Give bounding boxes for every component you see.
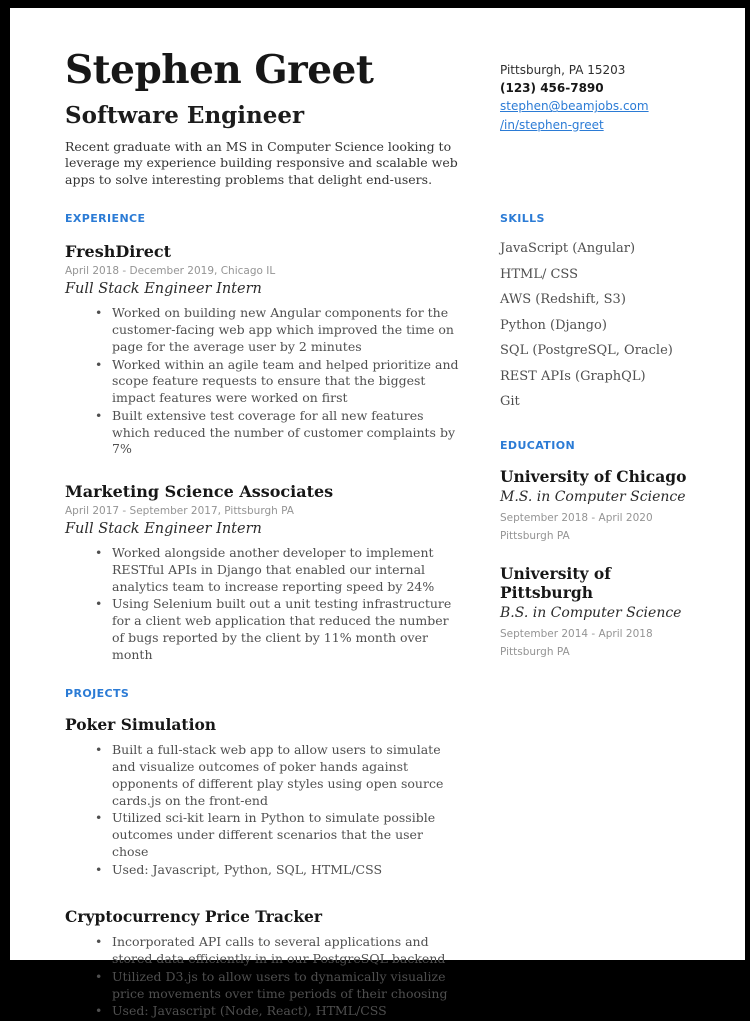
bullet-item: • Incorporated API calls to several applications and stored data efficiently in in our PostgreSQL backend xyxy=(95,934,460,968)
summary-text: Recent graduate with an MS in Computer Science looking to leverage my experience building responsive and scalable web apps to solve interesting problems that delight end-users. xyxy=(65,138,458,187)
experience-entry xyxy=(65,242,460,458)
bullet-item: • Used: Javascript (Node, React), HTML/CSS xyxy=(95,1003,460,1020)
job-dates: April 2018 - December 2019, Chicago IL xyxy=(65,265,276,278)
left-column xyxy=(65,188,460,1021)
section-heading-projects: PROJECTS xyxy=(65,687,130,701)
education-entry xyxy=(500,467,690,542)
linkedin-link[interactable]: /in/stephen-greet xyxy=(500,117,604,132)
degree: M.S. in Computer Science xyxy=(500,489,686,506)
content-columns xyxy=(10,188,745,1021)
bullet-item: • Built extensive test coverage for all new features which reduced the number of customer complaints by 7% xyxy=(95,408,460,458)
right-column xyxy=(500,188,690,1021)
bullet-item: • Using Selenium built out a unit testing infrastructure for a client web application that reduced the number of bugs reported by the client by 11% month over month xyxy=(95,596,460,663)
bullet-item: • Worked within an agile team and helped prioritize and scope feature requests to ensure that the biggest impact features were worked on first xyxy=(95,357,460,407)
skill-item: SQL (PostgreSQL, Oracle) xyxy=(500,343,673,359)
school-location: Pittsburgh PA xyxy=(500,646,570,659)
school-location: Pittsburgh PA xyxy=(500,530,570,543)
email-link[interactable]: stephen@beamjobs.com xyxy=(500,99,649,114)
skill-item: REST APIs (GraphQL) xyxy=(500,368,646,384)
project-entry xyxy=(65,907,460,1020)
contact-block xyxy=(500,62,690,188)
bullet-item: • Utilized sci-kit learn in Python to simulate possible outcomes under different scenarios that the user chose xyxy=(95,810,460,860)
skill-item: Git xyxy=(500,394,520,410)
company-name: Marketing Science Associates xyxy=(65,482,334,502)
school-dates: September 2018 - April 2020 xyxy=(500,512,653,525)
header xyxy=(10,48,745,188)
bullet-item: • Utilized D3.js to allow users to dynamically visualize price movements over time periods of their choosing xyxy=(95,969,460,1003)
header-left xyxy=(65,48,460,188)
school-name: University of Chicago xyxy=(500,467,687,487)
contact-location: Pittsburgh, PA 15203 xyxy=(500,63,626,77)
job-dates: April 2017 - September 2017, Pittsburgh PA xyxy=(65,505,294,518)
skill-item: JavaScript (Angular) xyxy=(500,241,636,257)
school-dates: September 2014 - April 2018 xyxy=(500,628,653,641)
project-name: Cryptocurrency Price Tracker xyxy=(65,907,323,927)
job-bullet-list xyxy=(65,545,460,663)
experience-entry xyxy=(65,482,460,663)
degree: B.S. in Computer Science xyxy=(500,605,682,622)
bullet-item: • Worked alongside another developer to implement RESTful APIs in Django that enabled our internal analytics team to increase reporting speed by 24% xyxy=(95,545,460,595)
bullet-item: • Used: Javascript, Python, SQL, HTML/CSS xyxy=(95,862,460,879)
skill-item: Python (Django) xyxy=(500,317,607,333)
job-title: Software Engineer xyxy=(65,101,305,129)
section-heading-experience: EXPERIENCE xyxy=(65,212,146,226)
contact-phone: (123) 456-7890 xyxy=(500,81,604,96)
education-entry xyxy=(500,564,690,658)
resume-page xyxy=(10,8,745,1019)
project-entry xyxy=(65,715,460,878)
skill-item: AWS (Redshift, S3) xyxy=(500,292,626,308)
page-title: Stephen Greet xyxy=(65,47,374,93)
project-bullet-list xyxy=(65,742,460,878)
skill-item: HTML/ CSS xyxy=(500,266,578,282)
section-heading-skills: SKILLS xyxy=(500,212,545,226)
company-name: FreshDirect xyxy=(65,242,172,262)
job-role: Full Stack Engineer Intern xyxy=(65,281,262,298)
job-role: Full Stack Engineer Intern xyxy=(65,521,262,538)
bullet-item: • Built a full-stack web app to allow users to simulate and visualize outcomes of poker hands against opponents of different play styles using open source cards.js on the front-end xyxy=(95,742,460,809)
project-bullet-list xyxy=(65,934,460,1020)
bullet-item: • Worked on building new Angular components for the customer-facing web app which improved the time on page for the average user by 2 minutes xyxy=(95,305,460,355)
section-heading-education: EDUCATION xyxy=(500,439,576,453)
skills-list xyxy=(500,241,690,409)
job-bullet-list xyxy=(65,305,460,458)
project-name: Poker Simulation xyxy=(65,715,217,735)
school-name: University of Pittsburgh xyxy=(500,564,611,603)
